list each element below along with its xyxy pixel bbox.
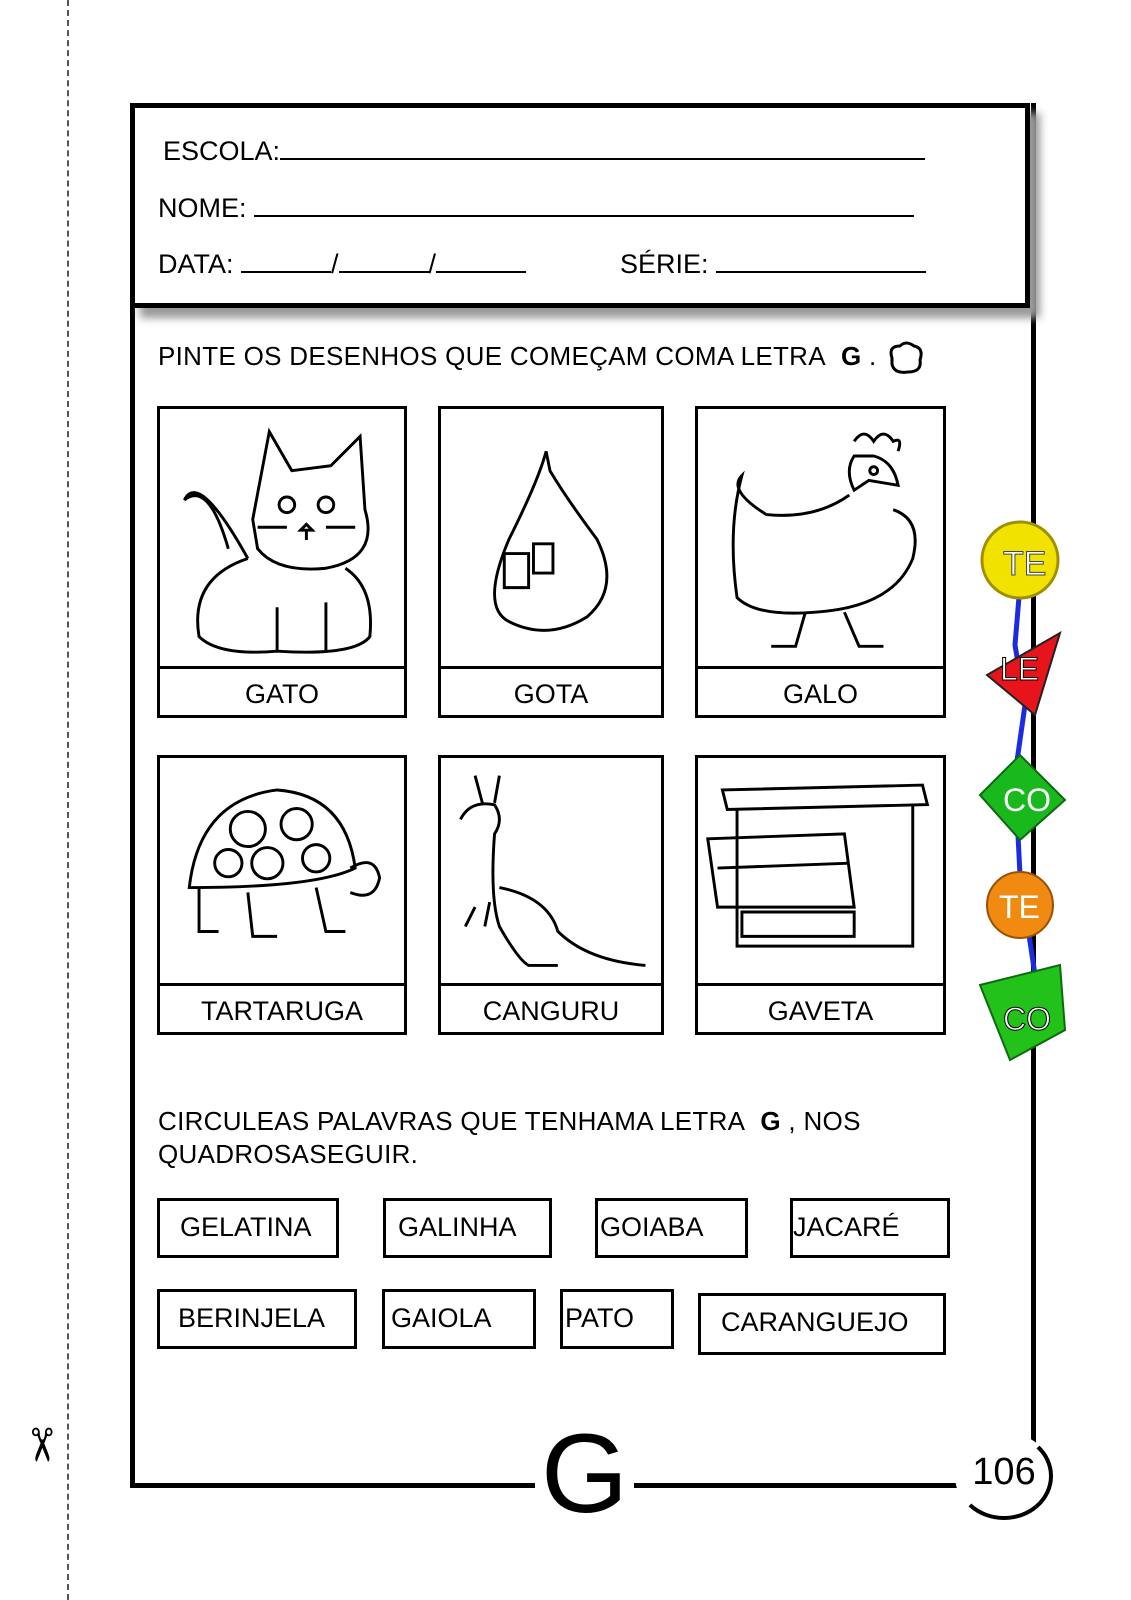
drop-icon	[441, 409, 661, 666]
grade-line[interactable]	[716, 249, 926, 273]
card-label: GALO	[782, 679, 859, 709]
card-label: GOTA	[513, 679, 589, 709]
word-box[interactable]: PATO	[560, 1289, 674, 1349]
date-field	[158, 249, 526, 280]
syllable-decoration	[975, 515, 1075, 1075]
card-turtle[interactable]	[157, 755, 407, 1035]
kangaroo-icon	[441, 758, 661, 983]
syllable-co: CO	[1003, 782, 1051, 818]
task2-text-2: , NOS	[788, 1106, 861, 1136]
card-label: CANGURU	[482, 996, 620, 1026]
word-box[interactable]: CARANGUEJO	[698, 1293, 946, 1355]
cut-line	[67, 0, 69, 1600]
syllable-chain-icon	[975, 515, 1075, 1075]
name-line[interactable]	[254, 193, 914, 217]
task2-text-3: QUADROSASEGUIR.	[158, 1139, 419, 1169]
date-day-line[interactable]	[241, 249, 331, 273]
word-box[interactable]: GOIABA	[595, 1198, 748, 1258]
card-rooster[interactable]	[695, 406, 946, 718]
drawer-icon	[698, 758, 943, 983]
task1-text: PINTE OS DESENHOS QUE COMEÇAM COMA LETRA	[158, 340, 826, 371]
word-box[interactable]: JACARÉ	[790, 1198, 950, 1258]
card-label: GATO	[244, 679, 319, 709]
scissors-icon: ✂	[15, 1425, 68, 1465]
word-box[interactable]: GAIOLA	[382, 1289, 536, 1349]
date-separator: /	[428, 249, 437, 279]
card-label: TARTARUGA	[200, 996, 363, 1026]
big-letter: G	[535, 1418, 634, 1530]
syllable-te: TE	[1003, 545, 1047, 583]
school-label: ESCOLA:	[163, 136, 281, 166]
paint-blob-icon	[884, 340, 924, 376]
school-field	[163, 136, 925, 167]
task1-instruction	[158, 340, 924, 376]
card-drawer[interactable]	[695, 755, 946, 1035]
name-label: NOME:	[158, 193, 247, 223]
card-label: GAVETA	[767, 996, 874, 1026]
cat-icon	[160, 409, 404, 666]
date-month-line[interactable]	[339, 249, 429, 273]
date-year-line[interactable]	[436, 249, 526, 273]
card-cat[interactable]	[157, 406, 407, 718]
syllable-le: LE	[1000, 651, 1040, 687]
page-number: 106	[955, 1432, 1053, 1520]
task1-suffix: .	[869, 340, 877, 371]
turtle-icon	[160, 758, 404, 983]
name-field	[158, 193, 914, 224]
school-line[interactable]	[280, 136, 925, 160]
task2-text: CIRCULEAS PALAVRAS QUE TENHAMA LETRA	[158, 1106, 746, 1136]
task1-letter: G	[840, 340, 862, 371]
syllable-co-2: CO	[1003, 1001, 1051, 1037]
grade-label: SÉRIE:	[620, 249, 709, 279]
card-kangaroo[interactable]	[438, 755, 664, 1035]
date-separator: /	[331, 249, 339, 279]
rooster-icon	[698, 409, 943, 666]
syllable-te-2: TE	[999, 889, 1040, 925]
task2-instruction	[158, 1105, 861, 1171]
task2-letter: G	[760, 1106, 781, 1136]
word-box[interactable]: GELATINA	[157, 1198, 339, 1258]
grade-field	[620, 249, 926, 280]
card-drop[interactable]	[438, 406, 664, 718]
header-box	[130, 103, 1030, 308]
date-label: DATA:	[158, 249, 234, 279]
word-box[interactable]: BERINJELA	[157, 1289, 357, 1349]
word-box[interactable]: GALINHA	[383, 1198, 552, 1258]
